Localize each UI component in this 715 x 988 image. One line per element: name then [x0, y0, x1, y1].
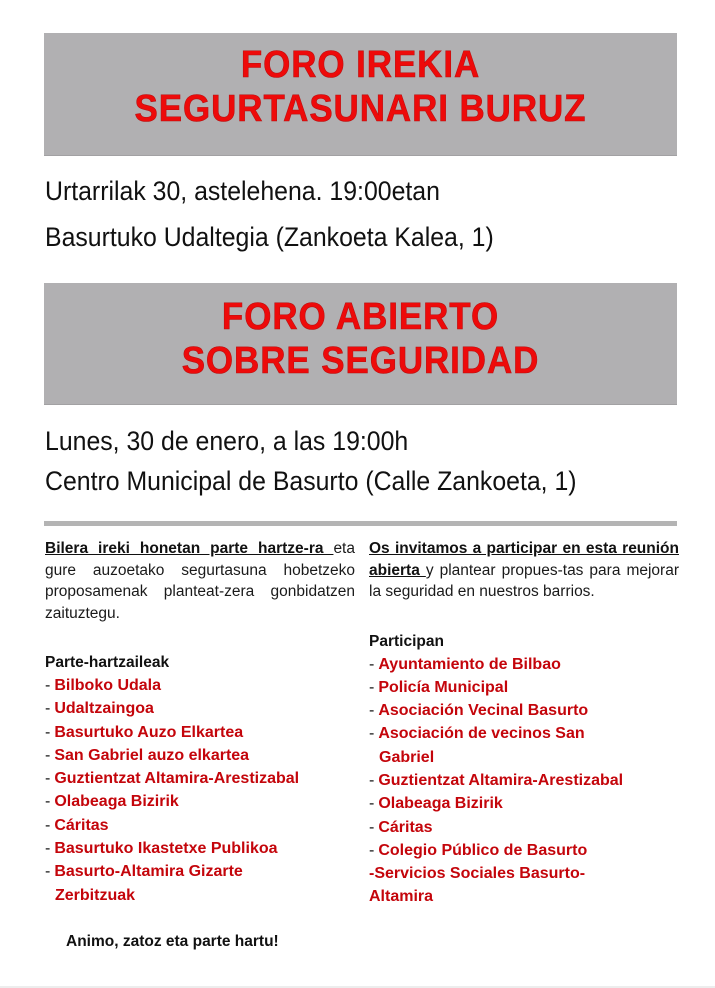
- spanish-title-line-1: FORO ABIERTO: [221, 296, 500, 338]
- spanish-participants-heading: Participan: [369, 632, 444, 650]
- list-item: - Policía Municipal: [369, 678, 509, 696]
- basque-participants-list: [45, 674, 355, 907]
- closing-message: Animo, zatoz eta parte hartu!: [66, 933, 279, 950]
- basque-date-line: Urtarrilak 30, astelehena. 19:00etan: [45, 176, 440, 206]
- list-item: - Basurtuko Ikastetxe Publikoa: [45, 840, 278, 858]
- list-item: - Olabeaga Bizirik: [45, 793, 179, 811]
- spanish-intro: [369, 538, 679, 603]
- spanish-intro-text: y plantear propues-tas para mejorar la seguridad en nuestros barrios.: [369, 561, 679, 600]
- list-item: - Asociación de vecinos San Gabriel: [369, 725, 585, 766]
- list-item: - Basurtuko Auzo Elkartea: [45, 723, 244, 741]
- basque-location-line: Basurtuko Udaltegia (Zankoeta Kalea, 1): [45, 222, 494, 252]
- spanish-title-banner: [44, 283, 677, 405]
- basque-intro-lead: Bilera ireki honetan parte hartze-ra: [45, 540, 334, 557]
- basque-intro-text: eta gure auzoetako segurtasuna hobetzeko proposamenak planteat-zera gonbidatzen zaituztegu.: [45, 540, 355, 622]
- list-item: - Guztientzat Altamira-Arestizabal: [45, 770, 300, 788]
- list-item: - Guztientzat Altamira-Arestizabal: [369, 771, 624, 789]
- list-item: - Bilboko Udala: [45, 677, 162, 694]
- basque-title-line-2: SEGURTASUNARI BURUZ: [134, 88, 587, 130]
- spanish-intro-lead: Os invitamos a participar en esta reunión abierta: [369, 540, 679, 579]
- spanish-title-line-2: SOBRE SEGURIDAD: [181, 340, 540, 382]
- spanish-location-line: Centro Municipal de Basurto (Calle Zankoeta, 1): [45, 466, 577, 496]
- list-item: - Colegio Público de Basurto: [369, 841, 588, 859]
- list-item: - Olabeaga Bizirik: [369, 795, 503, 813]
- list-item: - San Gabriel auzo elkartea: [45, 746, 250, 764]
- list-item: - Ayuntamiento de Bilbao: [369, 655, 561, 673]
- spanish-column: [369, 538, 679, 909]
- basque-title-line-1: FORO IREKIA: [240, 44, 481, 86]
- list-item: - Cáritas: [369, 818, 433, 836]
- spanish-participants-list: [369, 653, 679, 909]
- section-divider: [44, 521, 677, 526]
- list-item: - Cáritas: [45, 816, 109, 834]
- list-item: -Servicios Sociales Basurto-Altamira: [369, 865, 586, 906]
- basque-title-banner: [44, 33, 677, 156]
- basque-column: [45, 538, 355, 907]
- spanish-date-line: Lunes, 30 de enero, a las 19:00h: [45, 426, 409, 456]
- list-item: - Asociación Vecinal Basurto: [369, 702, 589, 720]
- list-item: - Udaltzaingoa: [45, 700, 154, 718]
- basque-intro: [45, 538, 355, 624]
- basque-participants-heading: Parte-hartzaileak: [45, 654, 170, 671]
- list-item: - Basurto-Altamira Gizarte Zerbitzuak: [45, 863, 243, 904]
